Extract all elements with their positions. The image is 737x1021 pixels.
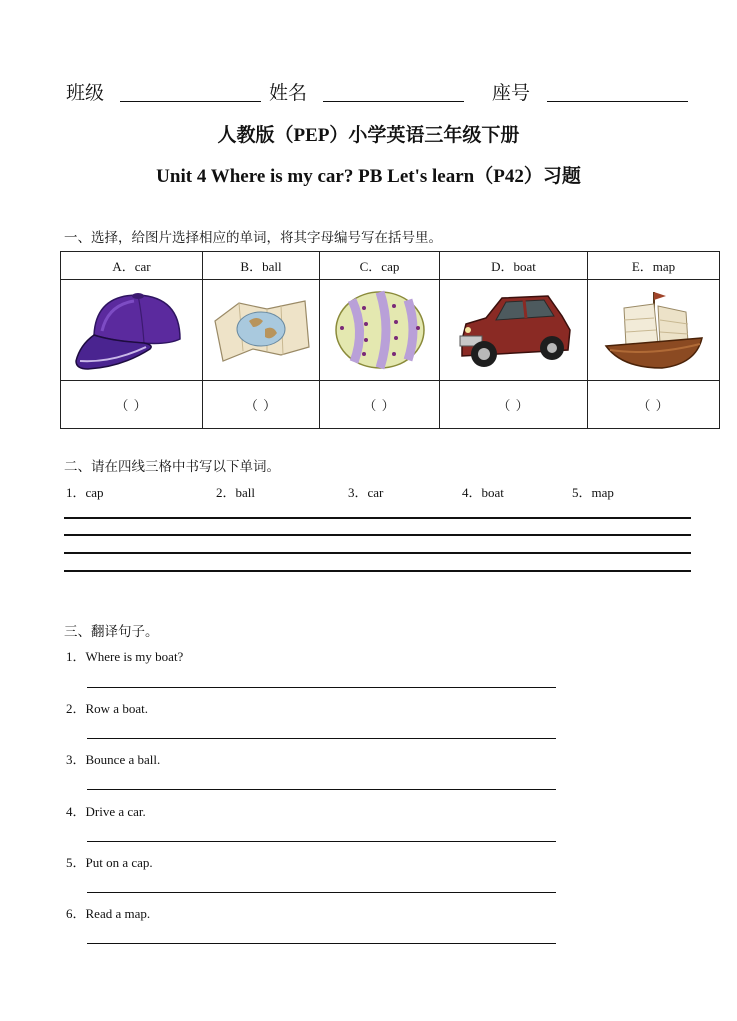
- answer-line-6[interactable]: [87, 943, 556, 944]
- answer-line-3[interactable]: [87, 789, 556, 790]
- cap-image: [61, 280, 203, 381]
- word-item: 3．car: [348, 485, 384, 500]
- answer-line-1[interactable]: [87, 687, 556, 688]
- answer-blank-1[interactable]: （ ）: [61, 381, 203, 429]
- section2-heading: 二、请在四线三格中书写以下单词。: [64, 459, 280, 474]
- answer-line-4[interactable]: [87, 841, 556, 842]
- writing-line[interactable]: [64, 570, 691, 572]
- sentence-3: 3．Bounce a ball.: [66, 752, 161, 767]
- sentence-6: 6．Read a map.: [66, 906, 151, 921]
- car-image: [440, 280, 588, 381]
- sentence-1: 1．Where is my boat?: [66, 649, 184, 664]
- word-item: 5．map: [572, 485, 614, 500]
- section1-heading: 一、选择，给图片选择相应的单词，将其字母编号写在括号里。: [64, 230, 442, 245]
- map-image: [203, 280, 320, 381]
- seat-label: 座号: [492, 83, 531, 104]
- word-item: 1．cap: [66, 485, 104, 500]
- seat-field[interactable]: [547, 101, 688, 102]
- writing-line[interactable]: [64, 517, 691, 519]
- ball-image: [320, 280, 440, 381]
- answer-line-2[interactable]: [87, 738, 556, 739]
- picture-table: [60, 251, 720, 429]
- writing-line[interactable]: [64, 534, 691, 536]
- option-d: D．boat: [440, 252, 588, 280]
- name-field[interactable]: [323, 101, 464, 102]
- answer-blank-5[interactable]: （ ）: [588, 381, 720, 429]
- answer-blank-2[interactable]: （ ）: [203, 381, 320, 429]
- boat-image: [588, 280, 720, 381]
- page-subtitle: Unit 4 Where is my car? PB Let's learn（P42）习题: [156, 166, 581, 187]
- page-title: 人教版（PEP）小学英语三年级下册: [217, 125, 520, 146]
- option-a: A．car: [61, 252, 203, 280]
- class-field[interactable]: [120, 101, 261, 102]
- sentence-4: 4．Drive a car.: [66, 804, 146, 819]
- option-c: C．cap: [320, 252, 440, 280]
- writing-line[interactable]: [64, 552, 691, 554]
- answer-line-5[interactable]: [87, 892, 556, 893]
- answer-blank-4[interactable]: （ ）: [440, 381, 588, 429]
- name-label: 姓名: [269, 83, 308, 104]
- word-item: 2．ball: [216, 485, 255, 500]
- option-b: B．ball: [203, 252, 320, 280]
- word-item: 4．boat: [462, 485, 504, 500]
- sentence-2: 2．Row a boat.: [66, 701, 148, 716]
- class-label: 班级: [66, 83, 105, 104]
- answer-blank-3[interactable]: （ ）: [320, 381, 440, 429]
- option-e: E．map: [588, 252, 720, 280]
- sentence-5: 5．Put on a cap.: [66, 855, 153, 870]
- section3-heading: 三、翻译句子。: [64, 624, 159, 639]
